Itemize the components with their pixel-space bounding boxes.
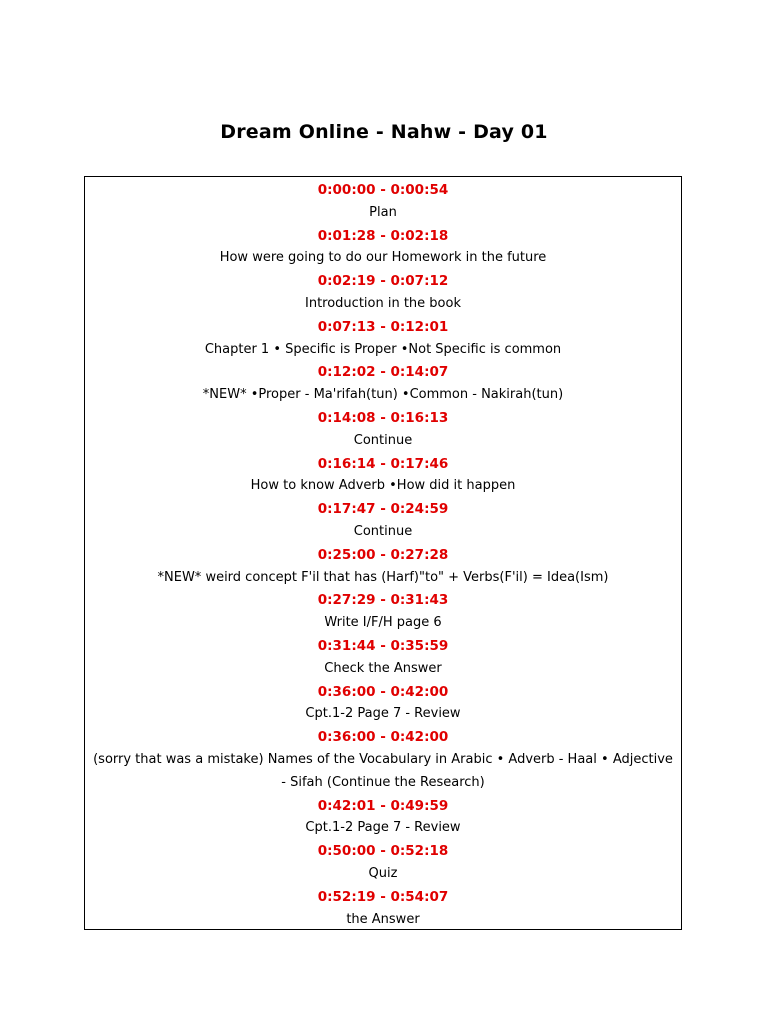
entry-description: Write I/F/H page 6 (324, 615, 442, 631)
entry-description: How to know Adverb •How did it happen (250, 478, 516, 494)
timestamp: 0:12:02 - 0:14:07 (317, 364, 449, 381)
timestamp-log (84, 176, 682, 930)
entry-description: *NEW* •Proper - Ma'rifah(tun) •Common - Nakirah(tun) (202, 387, 564, 403)
log-entry (85, 635, 681, 681)
entry-description: How were going to do our Homework in the future (219, 250, 547, 266)
timestamp: 0:52:19 - 0:54:07 (317, 888, 449, 905)
timestamp: 0:14:08 - 0:16:13 (317, 409, 449, 426)
entry-description: Continue (353, 523, 413, 539)
timestamp: 0:42:01 - 0:49:59 (317, 797, 449, 814)
entry-description: Plan (369, 204, 397, 220)
page-title: Dream Online - Nahw - Day 01 (220, 121, 548, 143)
log-entry (85, 795, 681, 841)
log-entry (85, 886, 681, 932)
log-entry (85, 544, 681, 590)
timestamp: 0:31:44 - 0:35:59 (317, 637, 449, 654)
timestamp: 0:02:19 - 0:07:12 (317, 273, 449, 290)
log-entry (85, 361, 681, 407)
entry-description: Cpt.1-2 Page 7 - Review (305, 820, 461, 836)
log-entry (85, 407, 681, 453)
entry-description: (sorry that was a mistake) Names of the Vocabulary in Arabic • Adverb - Haal • Adjective - Sifah (Continue the Research) (93, 751, 673, 790)
log-entry (85, 726, 681, 794)
entry-description: *NEW* weird concept F'il that has (Harf)"to" + Verbs(F'il) = Idea(Ism) (157, 569, 609, 585)
timestamp: 0:36:00 - 0:42:00 (317, 729, 449, 746)
entry-description: Cpt.1-2 Page 7 - Review (305, 706, 461, 722)
entry-description: Chapter 1 • Specific is Proper •Not Specific is common (204, 341, 562, 357)
log-entry (85, 453, 681, 499)
timestamp: 0:00:00 - 0:00:54 (317, 182, 449, 198)
log-entry (85, 498, 681, 544)
log-entry (85, 316, 681, 362)
timestamp: 0:25:00 - 0:27:28 (317, 546, 449, 563)
log-entry (85, 270, 681, 316)
log-entry (85, 681, 681, 727)
timestamp: 0:07:13 - 0:12:01 (317, 318, 449, 335)
timestamp: 0:17:47 - 0:24:59 (317, 501, 449, 518)
timestamp: 0:16:14 - 0:17:46 (317, 455, 449, 472)
entry-description: Quiz (368, 865, 398, 881)
log-entry (85, 179, 681, 225)
log-entry (85, 840, 681, 886)
log-entry (85, 225, 681, 271)
timestamp: 0:27:29 - 0:31:43 (317, 592, 449, 609)
timestamp: 0:50:00 - 0:52:18 (317, 843, 449, 860)
timestamp: 0:01:28 - 0:02:18 (317, 227, 449, 244)
timestamp: 0:36:00 - 0:42:00 (317, 683, 449, 700)
entry-description: the Answer (346, 911, 420, 927)
entry-description: Check the Answer (324, 660, 442, 676)
entry-description: Continue (353, 432, 413, 448)
entry-description: Introduction in the book (305, 295, 461, 311)
log-entry (85, 589, 681, 635)
